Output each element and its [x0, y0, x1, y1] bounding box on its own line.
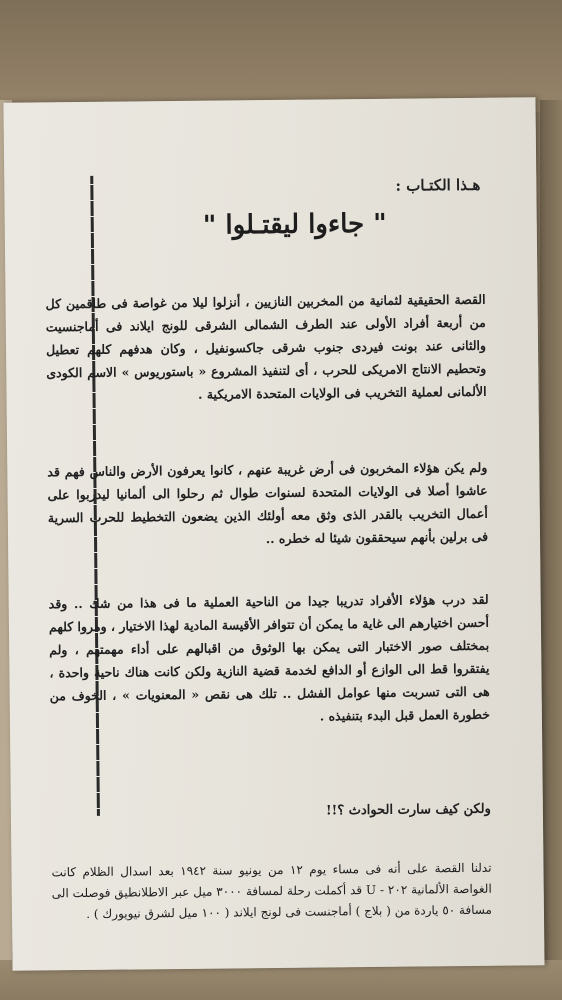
paragraph-2: ولم يكن هؤلاء المخربون فى أرض غريبة عنهم ، كانوا يعرفون الأرض والناس فهم قد عاشوا أصلا فى الولايات المتحدة لسنوات طوال ثم رحلوا الى ألمانيا ليدربوا على أعمال التخريب بالقدر الذى وثق معه أولئك الذين يضعون التخطيط للحرب السرية فى برلين بأنهم سيحققون شيئا له خطره .. [47, 459, 489, 547]
background-top [0, 0, 562, 112]
book-title: " جاءوا ليقتـلوا " [202, 208, 387, 241]
page-edge-shadow [540, 100, 562, 960]
paragraph-4: ولكن كيف سارت الحوادث ؟!! [325, 801, 491, 819]
body-text [45, 288, 492, 973]
paragraph-1: القصة الحقيقية لثمانية من المخربين النازيين ، أنزلوا ليلا من غواصة فى طاقمين كل من أربعة أفراد الأولى عند الطرف الشمالى الشرقى للونج ايلاند فى أماجنسيت والثانى عند بونت فيردى جنوب شرقى جاكسونفيل ، وكان هدفهم كلهم تعطيل وتحطيم الانتاج الامريكى للحرب ، أى لتنفيذ المشروع « باستوريوس » الاسم الكودى الألمانى لعملية التخريب فى الولايات المتحدة الامريكية . [45, 291, 487, 402]
paragraph-3: لقد درب هؤلاء الأفراد تدريبا جيدا من الناحية العملية ما فى هذا من شك .. وقد أحسن اختيارهم الى غاية ما يمكن أن تتوافر الأقيسة المادية لهذا الاختيار ، ومروا كلهم بمختلف صور الاختبار التى يمكن بها الوثوق من اقبالهم على أداء مهمتهم ، ولم يفتقروا قط الى الوازع أو الدافع لخدمة قضية النازية ولكن كانت هناك ناحية واحدة ، هى التى تسربت منها عوامل الفشل .. تلك هى نقص « المعنويات » ، الخوف من خطورة العمل قبل البدء بتنفيذه . [48, 591, 490, 724]
paragraph-5: تدلنا القصة على أنه فى مساء يوم ١٢ من يونيو سنة ١٩٤٢ بعد اسدال الظلام كانت الغواصة الألمانية ٢٠٢ - U قد أكملت رحلة لمسافة ٣٠٠٠ ميل عبر الاطلانطيق فوصلت الى مسافة ٥٠ ياردة من ( بلاج ) أماجنست فى لونج ايلاند ( ١٠٠ ميل لشرق نيويورك ) . [51, 860, 493, 921]
book-page [3, 97, 544, 971]
section-heading: هـذا الكتـاب : [395, 175, 481, 195]
